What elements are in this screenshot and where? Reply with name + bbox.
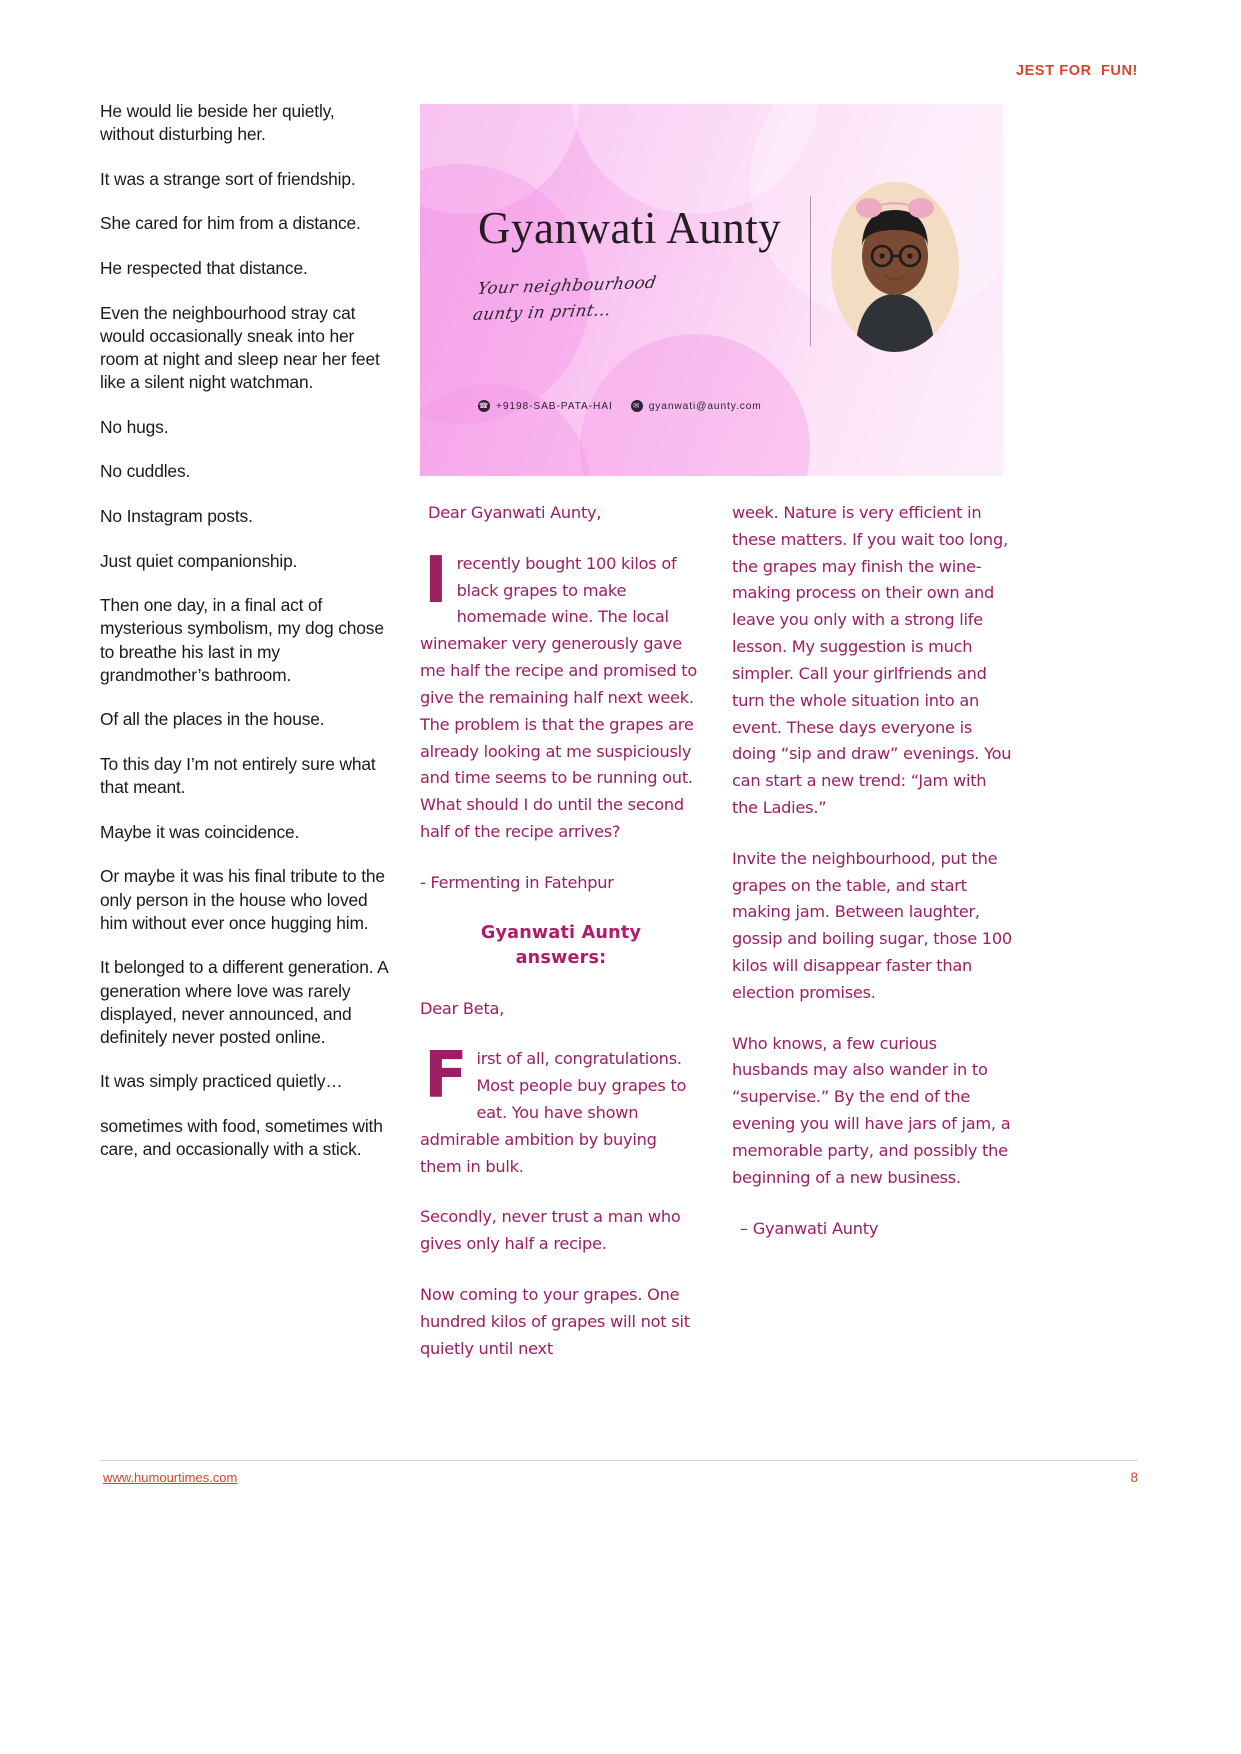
paragraph: No Instagram posts. [100, 506, 253, 527]
answer-paragraph: Invite the neighbourhood, put the grapes on the table, and start making jam. Between laughter, gossip and boiling sugar, those 100 kilos will disappear faster than election promises. [732, 848, 1012, 1002]
answer-paragraph: Secondly, never trust a man who gives only half a recipe. [420, 1207, 681, 1254]
banner-tagline-line1: Your neighbourhood [476, 272, 658, 298]
paragraph: To this day I’m not entirely sure what that meant. [100, 754, 376, 798]
gyanwati-aunty-banner [420, 104, 1003, 476]
phone-number: +9198-SAB-PATA-HAI [496, 400, 613, 412]
contact-email [631, 400, 762, 412]
portrait-illustration [831, 182, 959, 352]
answer-dropcap: F [424, 1039, 468, 1114]
answers-heading-line1: Gyanwati Aunty [480, 922, 642, 943]
banner-title: Gyanwati Aunty [478, 203, 782, 253]
letter-column [420, 500, 702, 1387]
answer-paragraph: Now coming to your grapes. One hundred kilos of grapes will not sit quietly until next [420, 1285, 690, 1358]
banner-tagline [471, 268, 722, 327]
paragraph: Then one day, in a final act of mysterious symbolism, my dog chose to breathe his last in my grandmother’s bathroom. [100, 595, 384, 685]
page-number: 8 [1130, 1470, 1138, 1485]
answer-body-text: irst of all, congratulations. Most people buy grapes to eat. You have shown admirable ambition by buying them in bulk. [420, 1049, 687, 1176]
page-header [100, 62, 1138, 84]
paragraph: No hugs. [100, 416, 169, 437]
letter-body-first [420, 543, 702, 846]
paragraph: It was a strange sort of friendship. [100, 168, 356, 189]
letter-body-text: recently bought 100 kilos of black grapes to make homemade wine. The local winemaker very generously gave me half the recipe and promised to give the remaining half next week. The problem is that the grapes are already looking at me suspiciously and time seems to be running out. What should I do until the second half of the recipe arrives? [420, 553, 698, 841]
paragraph: Of all the places in the house. [100, 709, 325, 730]
paragraph: She cared for him from a distance. [100, 213, 361, 234]
page-footer [100, 1460, 1138, 1490]
letter-salutation: Dear Gyanwati Aunty, [428, 503, 602, 522]
page-content [100, 100, 1141, 1430]
answer-column [732, 500, 1014, 1266]
contact-phone [478, 400, 613, 412]
paragraph: Or maybe it was his final tribute to the only person in the house who loved him without ever once hugging him. [100, 866, 385, 933]
banner-tagline-line2: aunty in print... [471, 299, 613, 324]
avatar [831, 182, 959, 352]
paragraph: It was simply practiced quietly… [100, 1071, 343, 1092]
email-address: gyanwati@aunty.com [648, 400, 762, 412]
paragraph: He would lie beside her quietly, without disturbing her. [100, 101, 335, 145]
phone-icon: ☎ [478, 401, 490, 410]
answer-body-first [420, 1039, 702, 1180]
paragraph: Just quiet companionship. [100, 550, 298, 571]
email-icon: ✉ [631, 400, 643, 412]
paragraph: No cuddles. [100, 461, 191, 482]
left-narrative-column [100, 100, 388, 1183]
decorative-circle [420, 104, 580, 214]
paragraph: Maybe it was coincidence. [100, 821, 300, 842]
header-kicker: JEST FOR FUN! [1016, 63, 1138, 79]
answer-salutation: Dear Beta, [420, 998, 505, 1018]
answers-heading-line2: answers: [515, 948, 607, 969]
paragraph: He respected that distance. [100, 258, 308, 279]
letter-dropcap: I [424, 543, 448, 618]
footer-website-link[interactable]: www.humourtimes.com [103, 1470, 238, 1485]
footer-divider [100, 1460, 1138, 1461]
decorative-circle [420, 384, 590, 476]
answer-signature: – Gyanwati Aunty [740, 1218, 879, 1238]
answer-paragraph: Who knows, a few curious husbands may also wander in to “supervise.” By the end of the evening you will have jars of jam, a memorable party, and possibly the beginning of a new business. [732, 1033, 1011, 1187]
answers-heading [420, 921, 702, 972]
paragraph: Even the neighbourhood stray cat would occasionally sneak into her room at night and sleep near her feet like a silent night watchman. [100, 302, 380, 393]
answer-paragraph: week. Nature is very efficient in these matters. If you wait too long, the grapes may finish the wine-making process on their own and leave you only with a strong life lesson. My suggestion is much simpler. Call your girlfriends and turn the whole situation into an event. These days everyone is doing “sip and draw” evenings. You can start a new trend: “Jam with the Ladies.” [732, 503, 1012, 817]
paragraph: sometimes with food, sometimes with care, and occasionally with a stick. [100, 1116, 383, 1160]
decorative-circle [570, 104, 820, 214]
banner-contact-row [478, 400, 762, 412]
banner-vertical-divider [810, 196, 811, 346]
letter-signature: - Fermenting in Fatehpur [420, 872, 614, 892]
paragraph: It belonged to a different generation. A generation where love was rarely displayed, never announced, and definitely never posted online. [100, 957, 388, 1047]
